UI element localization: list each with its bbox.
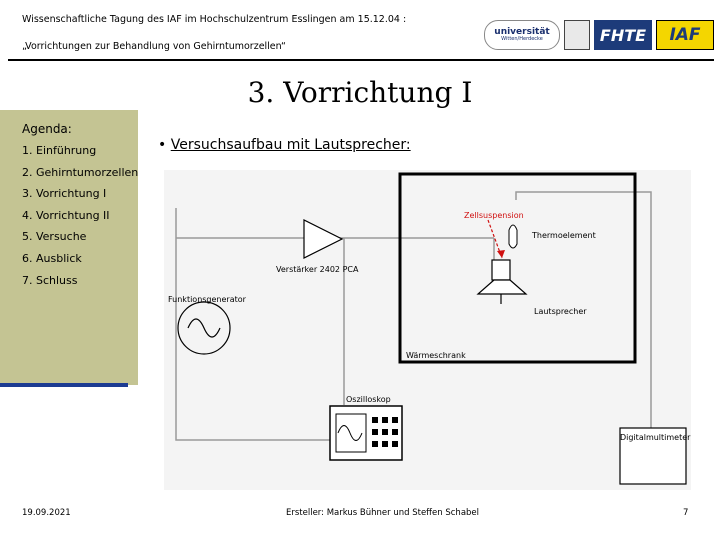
agenda-title: Agenda: xyxy=(22,122,72,136)
slide-title: 3. Vorrichtung I xyxy=(247,76,473,109)
agenda-item: 3. Vorrichtung I xyxy=(22,187,107,200)
agenda-item: 7. Schluss xyxy=(22,274,78,287)
setup-diagram-svg xyxy=(164,170,691,490)
header-subtitle-line: „Vorrichtungen zur Behandlung von Gehirntumorzellen“ xyxy=(22,41,286,52)
speaker-magnet xyxy=(492,260,510,280)
thermocouple-probe xyxy=(509,225,517,248)
university-logo-sub: Witten/Herdecke xyxy=(501,36,543,42)
sidebar-accent-bar xyxy=(0,383,128,387)
label-thermoelement: Thermoelement xyxy=(532,231,596,240)
agenda-item: 6. Ausblick xyxy=(22,252,82,265)
label-verstaerker: Verstärker 2402 PCA xyxy=(276,265,359,274)
agenda-item: 4. Vorrichtung II xyxy=(22,209,110,222)
bullet-marker: • xyxy=(158,137,167,153)
agenda-item: 5. Versuche xyxy=(22,230,87,243)
content-bullet xyxy=(158,137,411,153)
speaker-cone xyxy=(478,280,526,294)
label-digitalmultimeter: Digitalmultimeter xyxy=(620,433,691,442)
label-lautsprecher: Lautsprecher xyxy=(534,307,587,316)
bullet-text: Versuchsaufbau mit Lautsprecher: xyxy=(170,137,411,153)
fhte-logo: FHTE xyxy=(594,20,652,50)
label-waermeschrank: Wärmeschrank xyxy=(406,351,466,360)
footer-author: Ersteller: Markus Bühner und Steffen Schabel xyxy=(286,508,480,518)
footer-date: 19.09.2021 xyxy=(22,508,71,518)
label-funktionsgenerator: Funktionsgenerator xyxy=(168,295,246,304)
logo-strip xyxy=(484,20,714,50)
university-logo xyxy=(484,20,560,50)
wiring xyxy=(176,192,651,440)
iaf-logo: IAF xyxy=(656,20,714,50)
oscilloscope-knobs xyxy=(372,417,398,447)
amplifier-triangle xyxy=(304,220,342,258)
footer-page-number: 7 xyxy=(683,508,689,518)
header-divider xyxy=(8,59,714,61)
agenda-item: 1. Einführung xyxy=(22,144,97,157)
label-zellsuspension: Zellsuspension xyxy=(464,211,524,220)
suspension-arrowhead xyxy=(497,250,505,258)
agenda-item: 2. Gehirntumorzellen xyxy=(22,166,139,179)
label-oszilloskop: Oszilloskop xyxy=(346,395,391,404)
header-conference-line: Wissenschaftliche Tagung des IAF im Hochschulzentrum Esslingen am 15.12.04 : xyxy=(22,14,407,25)
setup-diagram xyxy=(164,170,691,490)
crest-logo xyxy=(564,20,590,50)
heating-cabinet-box xyxy=(400,174,635,362)
university-logo-main: universität xyxy=(494,27,550,37)
